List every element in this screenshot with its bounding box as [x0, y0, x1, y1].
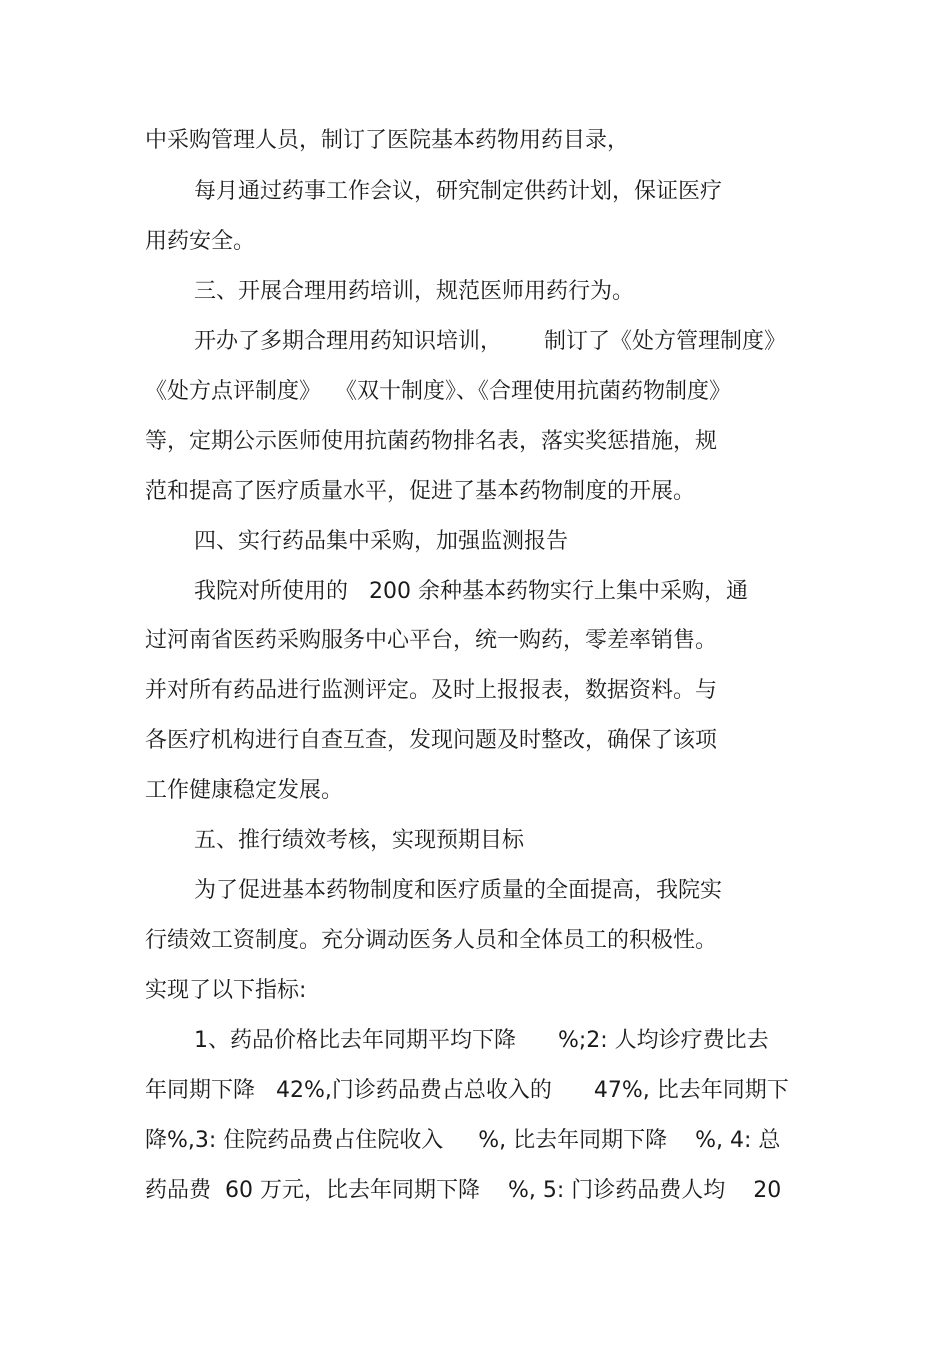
text-line: 开办了多期合理用药知识培训， 制订了《处方管理制度》: [194, 329, 786, 354]
text-line: 实现了以下指标:: [145, 978, 307, 1003]
section-heading: 四、实行药品集中采购，加强监测报告: [194, 529, 569, 554]
text-line: 为了促进基本药物制度和医疗质量的全面提高，我院实: [194, 878, 723, 903]
text-line: 降%,3: 住院药品费占住院收入 %, 比去年同期下降 %, 4: 总: [145, 1128, 781, 1153]
text-line: 范和提高了医疗质量水平，促进了基本药物制度的开展。: [145, 479, 696, 504]
text-line: 并对所有药品进行监测评定。及时上报报表，数据资料。与: [145, 678, 718, 703]
section-heading: 五、推行绩效考核，实现预期目标: [194, 828, 525, 853]
section-heading: 三、开展合理用药培训，规范医师用药行为。: [194, 279, 635, 304]
text-line: 中采购管理人员，制订了医院基本药物用药目录，: [145, 128, 630, 153]
text-line: 我院对所使用的 200 余种基本药物实行上集中采购，通: [194, 579, 748, 604]
text-line: 《处方点评制度》 《双十制度》、《合理使用抗菌药物制度》: [145, 379, 731, 404]
text-line: 1、药品价格比去年同期平均下降 %;2: 人均诊疗费比去: [194, 1028, 769, 1053]
text-line: 药品费 60 万元，比去年同期下降 %, 5: 门诊药品费人均 20: [145, 1178, 782, 1203]
text-line: 每月通过药事工作会议，研究制定供药计划，保证医疗: [194, 179, 723, 204]
text-line: 工作健康稳定发展。: [145, 778, 344, 803]
text-line: 行绩效工资制度。充分调动医务人员和全体员工的积极性。: [145, 928, 718, 953]
text-line: 过河南省医药采购服务中心平台，统一购药，零差率销售。: [145, 628, 718, 653]
text-line: 用药安全。: [145, 229, 256, 254]
text-line: 年同期下降 42%,门诊药品费占总收入的 47%, 比去年同期下: [145, 1078, 789, 1103]
text-line: 各医疗机构进行自查互查，发现问题及时整改，确保了该项: [145, 728, 718, 753]
text-line: 等，定期公示医师使用抗菌药物排名表，落实奖惩措施，规: [145, 429, 718, 454]
